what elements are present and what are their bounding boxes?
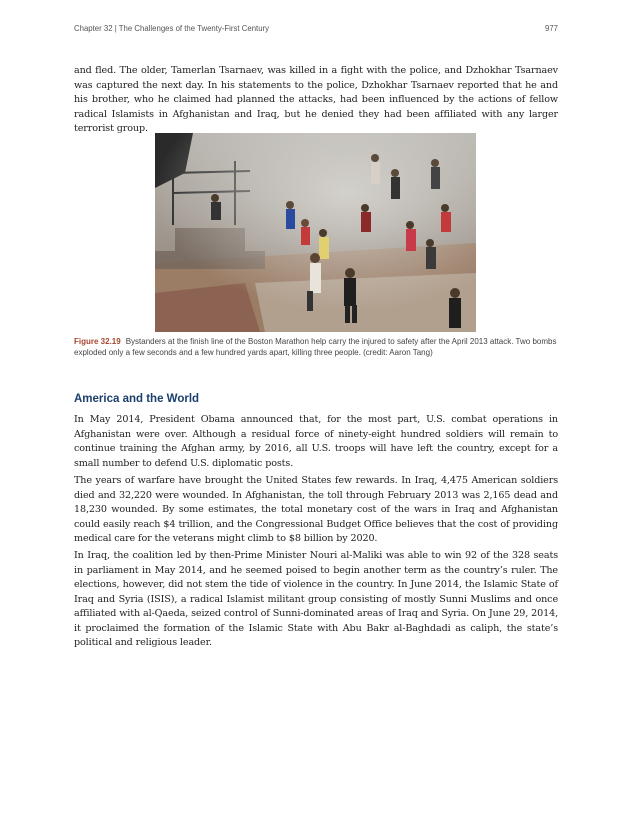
section-paragraph: The years of warfare have brought the United States few rewards. In Iraq, 4,475 American soldiers died and 32,220 were wounded. In Afghanistan, the toll through February 2013 was 2,165 dead and 18,230 wounded. By some estimates, the total monetary cost of the wars in Iraq and Afghanistan could easily reach $4 trillion, and the Congressional Budget Office believes that the cost of providing medical care for the veterans might climb to $8 billion by 2020.	[74, 475, 558, 544]
figure-caption-text: Bystanders at the finish line of the Boston Marathon help carry the injured to safety after the April 2013 attack. Two bombs exploded only a few seconds and a few hundred yards apart, killing three people. (credit: Aaron Tang)	[74, 337, 557, 357]
boston-marathon-photo	[155, 133, 476, 332]
intro-paragraph: and fled. The older, Tamerlan Tsarnaev, was killed in a fight with the police, and Dzhokhar Tsarnaev was captured the next day. In his statements to the police, Dzhokhar Tsarnaev reported that he and his brother, who he claimed had planned the attacks, had been influenced by the actions of fellow radical Islamists in Afghanistan and Iraq, but he denied they had been affiliated with any larger terrorist group.	[74, 65, 558, 134]
section-heading: America and the World	[74, 393, 200, 405]
page-number: 977	[544, 24, 558, 33]
chapter-title: Chapter 32 | The Challenges of the Twenty-First Century	[74, 24, 270, 33]
figure-photo	[155, 133, 476, 332]
section-paragraph: In Iraq, the coalition led by then-Prime Minister Nouri al-Maliki was able to win 92 of the 328 seats in parliament in May 2014, and he seemed poised to begin another term as the country’s ruler. The elections, however, did not stem the tide of violence in the country. In June 2014, the Islamic State of Iraq and Syria (ISIS), a radical Islamist militant group consisting of mostly Sunni Muslims and once affiliated with al-Qaeda, seized control of Sunni-dominated areas of Iraq and Syria. On June 29, 2014, it proclaimed the formation of the Islamic State with Abu Bakr al-Baghdadi as caliph, the state’s political and religious leader.	[74, 550, 558, 648]
figure-label: Figure 32.19	[74, 337, 121, 346]
section-paragraph: In May 2014, President Obama announced that, for the most part, U.S. combat operations in Afghanistan were over. Although a residual force of ninety-eight hundred soldiers will remain to continue training the Afghan army, by 2016, all U.S. troops will have left the country, except for a small number to defend U.S. diplomatic posts.	[74, 414, 558, 469]
figure-caption	[74, 336, 558, 358]
running-header	[74, 24, 558, 36]
